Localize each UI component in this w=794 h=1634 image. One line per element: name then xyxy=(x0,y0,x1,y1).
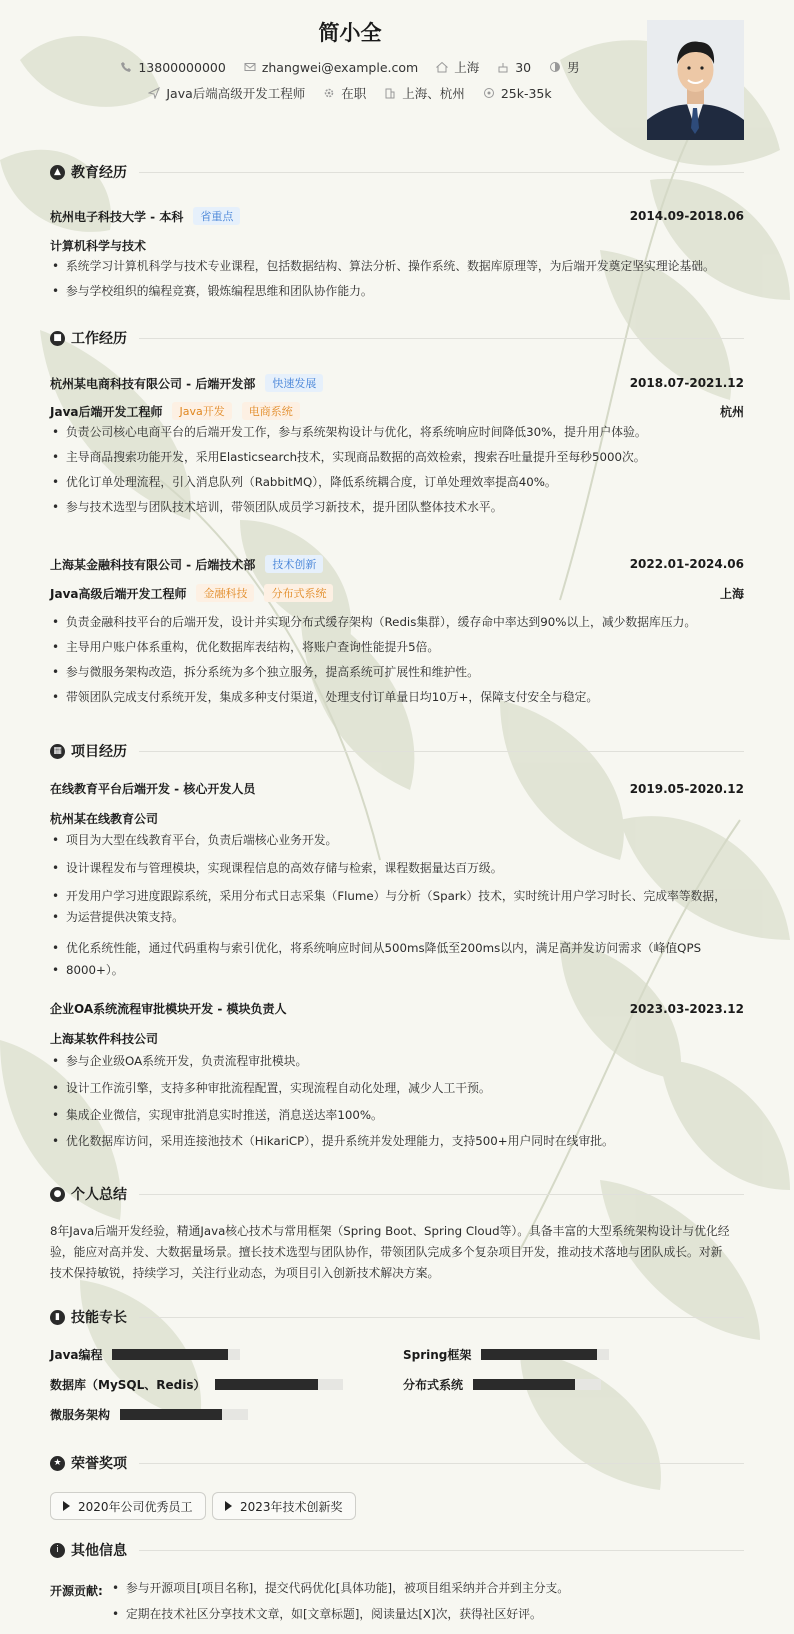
target-city-value: 上海、杭州 xyxy=(402,86,465,101)
project-bullet: • 集成企业微信，实现审批消息实时推送，消息送达率100%。 xyxy=(50,1105,744,1125)
other-label: 开源贡献: xyxy=(50,1584,103,1598)
divider xyxy=(139,172,744,173)
company-tag: 技术创新 xyxy=(265,555,323,573)
education-major-row xyxy=(50,237,744,254)
work-bullet: • 带领团队完成支付系统开发，集成多种支付渠道，处理支付订单量日均10万+，保障支付安全与稳定。 xyxy=(50,687,744,707)
work-bullet: • 主导商品搜索功能开发，采用Elasticsearch技术，实现商品数据的高效检索，搜索吞吐量提升至每秒5000次。 xyxy=(50,447,744,467)
job-role: Java高级后端开发工程师 xyxy=(50,586,187,601)
education-entry-header xyxy=(50,207,744,225)
skill-bar xyxy=(215,1379,343,1390)
company-name: 杭州某电商科技有限公司 - 后端开发部 xyxy=(50,376,256,391)
project-bullet: • 设计工作流引擎，支持多种审批流程配置，实现流程自动化处理，减少人工干预。 xyxy=(50,1078,744,1098)
email-value[interactable]: zhangwei@example.com xyxy=(261,59,419,75)
education-section-title: 教育经历 xyxy=(71,165,127,181)
divider xyxy=(139,751,744,752)
divider xyxy=(139,1463,744,1464)
divider xyxy=(139,1317,744,1318)
play-icon xyxy=(225,1501,232,1511)
project-bullet-continuation xyxy=(50,960,744,980)
project-bullet-text: 8000+）。 xyxy=(66,963,124,977)
work-role-row xyxy=(50,584,744,602)
profile-photo xyxy=(647,20,744,140)
play-icon xyxy=(63,1501,70,1511)
project-bullet-continuation xyxy=(50,907,744,927)
skills-section-title: 技能专长 xyxy=(71,1310,127,1326)
skill-tag: 分布式系统 xyxy=(264,584,333,602)
skill-name: Spring框架 xyxy=(403,1348,472,1362)
award-chip xyxy=(212,1492,356,1520)
skill-item xyxy=(50,1406,248,1423)
summary-section-header xyxy=(50,1182,744,1206)
job-role: Java后端开发工程师 xyxy=(50,404,163,419)
projects-section-header xyxy=(50,739,744,763)
salary-item xyxy=(483,84,552,102)
building-icon xyxy=(384,87,396,99)
candidate-name: 简小全 xyxy=(318,21,382,45)
briefcase-icon: ■ xyxy=(50,331,65,346)
skill-bar xyxy=(473,1379,601,1390)
grid-icon: ▦ xyxy=(50,744,65,759)
projects-section-title: 项目经历 xyxy=(71,744,127,760)
email-icon xyxy=(244,61,256,73)
skill-item xyxy=(403,1346,609,1363)
skill-name: 分布式系统 xyxy=(403,1378,464,1392)
other-section-header xyxy=(50,1538,744,1562)
skill-name: Java编程 xyxy=(50,1348,103,1362)
education-bullet: • 系统学习计算机科学与技术专业课程，包括数据结构、算法分析、操作系统、数据库原理等，为后端开发奠定坚实理论基础。 xyxy=(50,256,744,276)
phone-item xyxy=(120,58,225,76)
skill-name: 数据库（MySQL、Redis） xyxy=(50,1378,206,1392)
other-bullet: • 定期在技术社区分享技术文章，如[文章标题]，阅读量达[X]次，获得社区好评。 xyxy=(110,1604,744,1624)
project-bullet: • 参与企业级OA系统开发，负责流程审批模块。 xyxy=(50,1051,744,1071)
work-bullet: • 优化订单处理流程，引入消息队列（RabbitMQ），降低系统耦合度，订单处理效率提高40%。 xyxy=(50,472,744,492)
work-period: 2018.07-2021.12 xyxy=(629,376,744,390)
project-period: 2019.05-2020.12 xyxy=(629,781,744,796)
work-period: 2022.01-2024.06 xyxy=(629,557,744,571)
awards-section-title: 荣誉奖项 xyxy=(71,1456,127,1472)
skill-tag: 金融科技 xyxy=(196,584,254,602)
graduation-cap-icon: ▲ xyxy=(50,165,65,180)
skill-item xyxy=(50,1346,240,1363)
skill-item xyxy=(50,1376,343,1393)
phone-icon xyxy=(120,61,132,73)
info-icon: i xyxy=(50,1543,65,1558)
gender-icon xyxy=(549,61,561,73)
skill-name: 微服务架构 xyxy=(50,1408,111,1422)
company-tag: 快速发展 xyxy=(265,374,323,392)
email-item xyxy=(244,58,418,76)
project-org: 杭州某在线教育公司 xyxy=(50,812,159,826)
work-location: 上海 xyxy=(719,586,744,601)
skill-bar xyxy=(120,1409,248,1420)
work-bullet: • 负责公司核心电商平台的后端开发工作，参与系统架构设计与优化，将系统响应时间降低30%，提升用户体验。 xyxy=(50,422,744,442)
project-bullet: • 优化系统性能，通过代码重构与索引优化，将系统响应时间从500ms降低至200ms以内，满足高并发访问需求（峰值QPS xyxy=(50,938,744,958)
salary-value: 25k-35k xyxy=(500,85,552,101)
project-name: 企业OA系统流程审批模块开发 - 模块负责人 xyxy=(50,1002,287,1016)
medal-icon: ★ xyxy=(50,1456,65,1471)
company-name: 上海某金融科技有限公司 - 后端技术部 xyxy=(50,557,256,572)
skill-bar-fill xyxy=(481,1349,596,1360)
target-city-item xyxy=(384,84,465,102)
gender-item xyxy=(549,58,580,76)
cake-icon xyxy=(497,61,509,73)
summary-section-title: 个人总结 xyxy=(71,1187,127,1203)
project-bullet-text: 为运营提供决策支持。 xyxy=(66,910,184,924)
position-item xyxy=(148,84,305,102)
phone-value: 13800000000 xyxy=(138,59,226,75)
award-label: 2020年公司优秀员工 xyxy=(78,1499,193,1514)
project-org-row xyxy=(50,1030,744,1047)
contact-row xyxy=(0,58,700,76)
work-role-row xyxy=(50,402,744,420)
skill-bar-fill xyxy=(215,1379,317,1390)
work-entry-header xyxy=(50,555,744,573)
project-name: 在线教育平台后端开发 - 核心开发人员 xyxy=(50,782,256,796)
education-section-header xyxy=(50,160,744,184)
work-section-title: 工作经历 xyxy=(71,331,127,347)
award-label: 2023年技术创新奖 xyxy=(240,1499,343,1514)
send-icon xyxy=(148,87,160,99)
education-major: 计算机科学与技术 xyxy=(50,239,147,253)
gender-value: 男 xyxy=(567,60,580,75)
skill-tag: 电商系统 xyxy=(242,402,300,420)
project-bullet: • 设计课程发布与管理模块，实现课程信息的高效存储与检索，课程数据量达百万级。 xyxy=(50,858,744,878)
project-bullet: • 开发用户学习进度跟踪系统，采用分布式日志采集（Flume）与分析（Spark）技术，实时统计用户学习时长、完成率等数据， xyxy=(50,886,744,906)
education-period: 2014.09-2018.06 xyxy=(629,209,744,223)
skill-tag: Java开发 xyxy=(172,402,231,420)
skill-item xyxy=(403,1376,601,1393)
skill-bar-fill xyxy=(473,1379,575,1390)
project-entry-header xyxy=(50,780,744,797)
user-icon: ● xyxy=(50,1187,65,1202)
project-period: 2023.03-2023.12 xyxy=(629,1001,744,1016)
age-value: 30 xyxy=(515,59,532,75)
work-location: 杭州 xyxy=(719,404,744,419)
work-bullet: • 参与技术选型与团队技术培训，带领团队成员学习新技术，提升团队整体技术水平。 xyxy=(50,497,744,517)
other-section-title: 其他信息 xyxy=(71,1543,127,1559)
gear-icon xyxy=(323,87,335,99)
other-bullet: • 参与开源项目[项目名称]，提交代码优化[具体功能]，被项目组采纳并合并到主分支。 xyxy=(110,1578,744,1598)
project-bullet: • 项目为大型在线教育平台，负责后端核心业务开发。 xyxy=(50,830,744,850)
project-bullet: • 优化数据库访问，采用连接池技术（HikariCP），提升系统并发处理能力，支持500+用户同时在线审批。 xyxy=(50,1131,744,1151)
summary-line: 技术保持敏锐，持续学习，关注行业动态，为项目引入创新技术解决方案。 xyxy=(50,1266,440,1280)
summary-text xyxy=(50,1221,744,1284)
job-intent-row xyxy=(0,84,700,102)
skill-bar-fill xyxy=(120,1409,222,1420)
home-icon xyxy=(436,61,448,73)
school-tag: 省重点 xyxy=(193,207,240,225)
city-item xyxy=(436,58,479,76)
status-value: 在职 xyxy=(341,86,367,101)
work-bullet: • 参与微服务架构改造，拆分系统为多个独立服务，提高系统可扩展性和维护性。 xyxy=(50,662,744,682)
skills-section-header xyxy=(50,1305,744,1329)
work-entry-header xyxy=(50,374,744,392)
education-bullet: • 参与学校组织的编程竞赛，锻炼编程思维和团队协作能力。 xyxy=(50,281,744,301)
award-chip xyxy=(50,1492,206,1520)
avatar-portrait xyxy=(647,20,744,140)
status-item xyxy=(323,84,366,102)
skill-bar xyxy=(112,1349,240,1360)
age-item xyxy=(497,58,531,76)
chart-icon: ▮ xyxy=(50,1310,65,1325)
project-org-row xyxy=(50,810,744,827)
project-entry-header xyxy=(50,1000,744,1017)
divider xyxy=(139,1194,744,1195)
position-value: Java后端高级开发工程师 xyxy=(166,86,306,101)
awards-section-header xyxy=(50,1451,744,1475)
work-bullet: • 负责金融科技平台的后端开发，设计并实现分布式缓存架构（Redis集群），缓存命中率达到90%以上，减少数据库压力。 xyxy=(50,612,744,632)
skill-bar xyxy=(481,1349,609,1360)
divider xyxy=(139,1550,744,1551)
coin-icon xyxy=(483,87,495,99)
skill-bar-fill xyxy=(112,1349,227,1360)
project-org: 上海某软件科技公司 xyxy=(50,1032,159,1046)
divider xyxy=(139,338,744,339)
summary-line: 验，能应对高并发、大数据量场景。擅长技术选型与团队协作，带领团队完成多个复杂项目开发，推动技术落地与团队成长。对新 xyxy=(50,1245,723,1259)
school-name: 杭州电子科技大学 - 本科 xyxy=(50,209,184,224)
work-section-header xyxy=(50,326,744,350)
city-value: 上海 xyxy=(454,60,480,75)
summary-line: 8年Java后端开发经验，精通Java核心技术与常用框架（Spring Boot、Spring Cloud等）。具备丰富的大型系统架构设计与优化经 xyxy=(50,1224,730,1238)
work-bullet: • 主导用户账户体系重构，优化数据库表结构，将账户查询性能提升5倍。 xyxy=(50,637,744,657)
